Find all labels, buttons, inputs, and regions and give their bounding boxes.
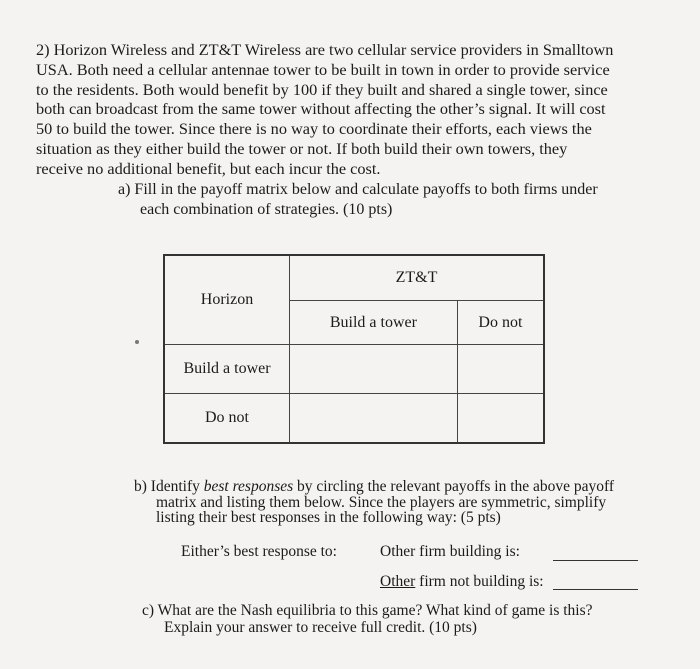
problem-line: both can broadcast from the same tower without affecting the other’s signal. It will cost (36, 99, 606, 119)
problem-statement (36, 40, 676, 179)
part-b-line: b) Identify best responses by circling the relevant payoffs in the above payoff (134, 478, 615, 495)
part-b-line: matrix and listing them below. Since the players are symmetric, simplify (156, 493, 607, 511)
underlined-other: Other (380, 573, 416, 590)
part-c-question (142, 603, 662, 636)
payoff-cell-build-build[interactable] (290, 345, 458, 394)
row-strategy-build: Build a tower (164, 345, 290, 394)
part-c-line: c) What are the Nash equilibria to this game? What kind of game is this? (142, 602, 593, 619)
part-b-line: listing their best responses in the following way: (5 pts) (156, 509, 501, 526)
case-other-building: Other firm building is: (380, 543, 520, 560)
problem-line: receive no additional benefit, but each incur the cost. (36, 158, 381, 178)
row-player-label: Horizon (164, 255, 290, 345)
payoff-cell-donot-donot[interactable] (457, 394, 544, 444)
col-player-label: ZT&T (290, 255, 545, 301)
problem-line: USA. Both need a cellular antennae tower to be built in town in order to provide service (36, 59, 610, 79)
payoff-cell-donot-build[interactable] (290, 394, 458, 444)
col-strategy-do-not: Do not (457, 301, 544, 345)
answer-blank-building[interactable] (553, 560, 638, 561)
payoff-cell-build-donot[interactable] (457, 345, 544, 394)
emphasis-best-responses: best responses (203, 478, 294, 495)
part-a-line: each combination of strategies. (10 pts) (140, 200, 393, 218)
part-a-question (118, 180, 658, 219)
answer-blank-not-building[interactable] (553, 589, 638, 590)
problem-line: situation as they either build the tower or not. If both build their own towers, they (36, 138, 568, 158)
problem-line: to the residents. Both would benefit by 100 if they built and shared a single tower, since (36, 79, 608, 99)
part-a-line: a) Fill in the payoff matrix below and calculate payoffs to both firms under (118, 181, 598, 198)
best-response-label: Either’s best response to: (181, 543, 337, 560)
payoff-table (163, 254, 545, 444)
problem-line: 2) Horizon Wireless and ZT&T Wireless are two cellular service providers in Smalltown (36, 40, 614, 59)
part-c-line: Explain your answer to receive full credit. (10 pts) (164, 618, 477, 636)
case-other-not-building (380, 573, 544, 591)
part-b-question (134, 479, 664, 526)
col-strategy-build: Build a tower (290, 301, 458, 345)
stray-mark (135, 340, 139, 344)
row-strategy-do-not: Do not (164, 394, 290, 444)
case-not-building-text: firm not building is: (415, 573, 544, 590)
problem-line: 50 to build the tower. Since there is no way to coordinate their efforts, each views the (36, 119, 592, 139)
payoff-matrix (163, 254, 545, 442)
